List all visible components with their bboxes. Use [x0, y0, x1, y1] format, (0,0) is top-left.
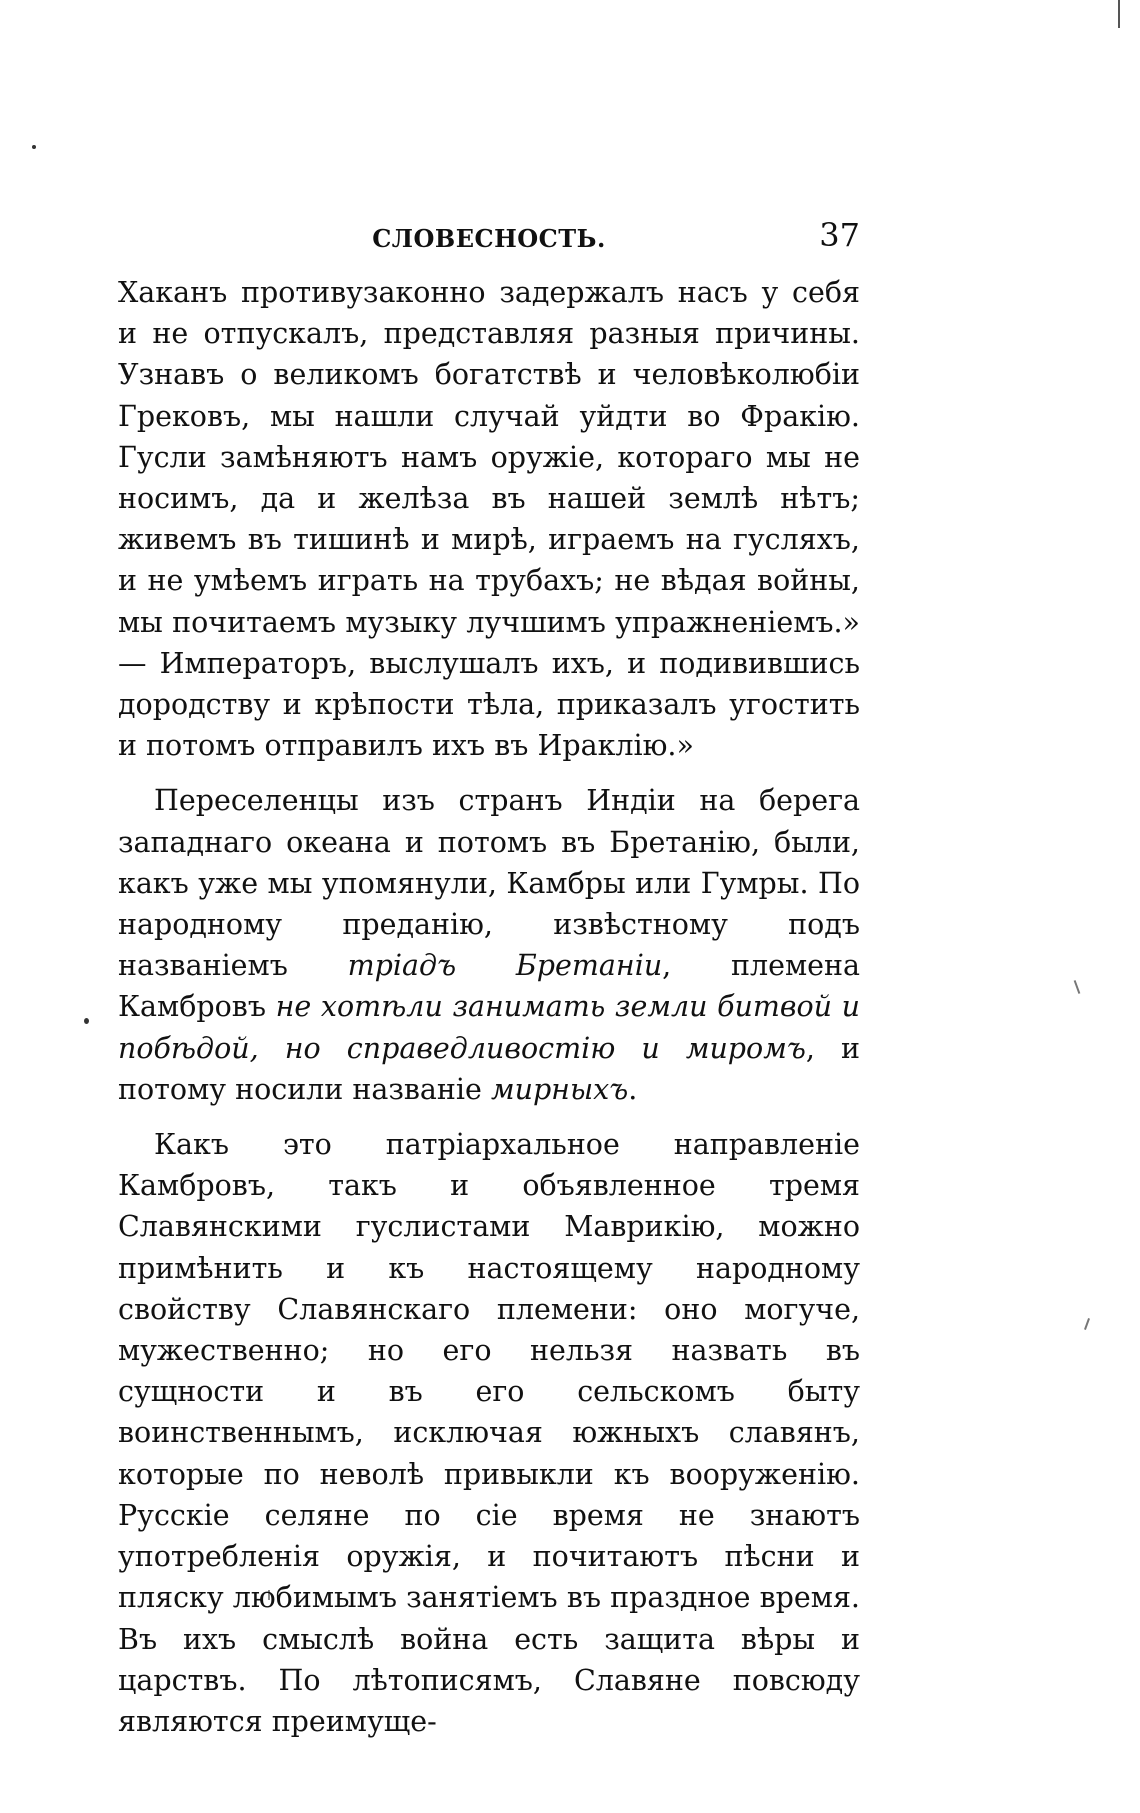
scan-speck — [1074, 980, 1081, 994]
running-head: СЛОВЕСНОСТЬ. — [372, 224, 606, 253]
scan-edge-mark — [1118, 0, 1120, 28]
paragraph-2 — [118, 780, 860, 1110]
paragraph-2-part-4: . — [628, 1072, 638, 1106]
body-text — [118, 272, 860, 1742]
paragraph-2-italic-1: тріадъ Бретаніи — [347, 949, 663, 983]
page-number: 37 — [819, 216, 860, 254]
paragraph-3: Какъ это патріархальное направленіе Камбровъ, такъ и объявленное тремя Славянскими гуслистами Маврикію, можно примѣнить и къ настоящему народному свойству Славянскаго племени: оно могуче, мужественно; но его нельзя назвать въ сущности и въ его сельскомъ быту воинственнымъ, исключая южныхъ славянъ, которые по неволѣ привыкли къ вооруженію. Русскіе селяне по сіе время не знаютъ употребленія оружія, и почитаютъ пѣсни и пляску любимымъ занятіемъ въ праздное время. Въ ихъ смыслѣ война есть защита вѣры и царствъ. По лѣтописямъ, Славяне повсюду являются преимуще- — [118, 1128, 860, 1738]
paragraph-1: Хаканъ противузаконно задержалъ насъ у себя и не отпускалъ, представляя разныя причины. Узнавъ о великомъ богатствѣ и человѣколюбіи Грековъ, мы нашли случай уйдти во Фракію. Гусли замѣняютъ намъ оружіе, котораго мы не носимъ, да и желѣза въ нашей землѣ нѣтъ; живемъ въ тишинѣ и мирѣ, играемъ на гусляхъ, и не умѣемъ играть на трубахъ; не вѣдая войны, мы почитаемъ музыку лучшимъ упражненіемъ.» — Императоръ, выслушалъ ихъ, и подивившись дородству и крѣпости тѣла, приказалъ угостить и потомъ отправилъ ихъ въ Ираклію.» — [118, 276, 860, 763]
paragraph-2-italic-3: мирныхъ — [490, 1072, 629, 1106]
page-header — [118, 210, 860, 258]
paragraph-2-part-2: , племена Камбровъ — [118, 949, 861, 1024]
paragraph-2-part-3: , и потому носили названіе — [118, 1031, 860, 1106]
paragraph-2-italic-2: не хотѣли занимать земли битвой и побѣдой, но справедливостію и миромъ — [118, 990, 860, 1065]
scan-speck — [1084, 1318, 1090, 1330]
paragraph-2-part-1: Переселенцы изъ странъ Индіи на берега западнаго океана и потомъ въ Бретанію, были, какъ уже мы упомянули, Камбры или Гумры. По народному преданію, извѣстному подъ названіемъ — [118, 784, 860, 983]
scan-speck — [84, 1018, 89, 1024]
scan-speck — [32, 145, 36, 149]
